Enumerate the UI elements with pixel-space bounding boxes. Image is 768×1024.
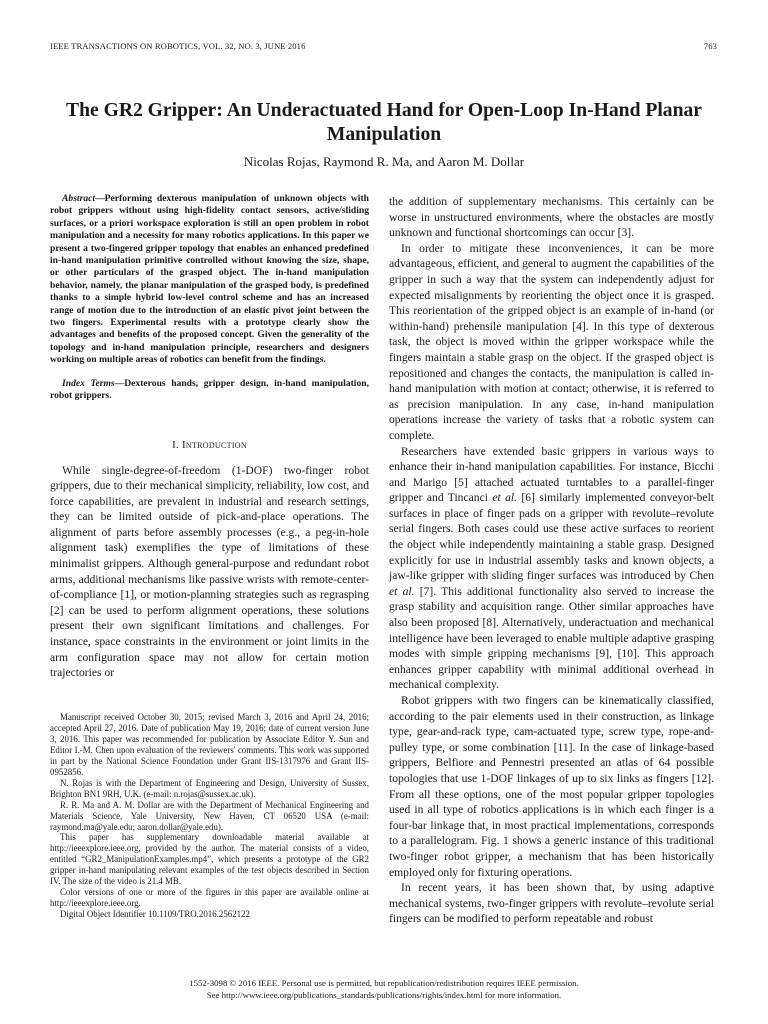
- affiliation-note-rojas: N. Rojas is with the Department of Engineering and Design, University of Sussex, Brighton BN1 9RH, U.K. (e-mail: n.rojas@sussex.ac.uk).: [50, 777, 369, 799]
- author-list: Nicolas Rojas, Raymond R. Ma, and Aaron M. Dollar: [243, 154, 525, 169]
- paper-title: The GR2 Gripper: An Underactuated Hand for Open-Loop In-Hand Planar Manipulation: [66, 100, 702, 145]
- body-text-run: [7]. This additional functionality also served to increase the grasp stability and acquisition range. Other similar approaches have also been proposed [8]. Alternatively, underactuation and mechanical intelligence have been leveraged to enable multiple adaptive grasping modes with simple gripping mechanisms [9], [10]. This approach enhances gripper capability with minimal additional overhead in mechanical complexity.: [389, 584, 714, 692]
- section-title: Introduction: [181, 438, 247, 451]
- right-column: [389, 194, 714, 927]
- rights-link-line: See http://www.ieee.org/publications_standards/publications/rights/index.html for more information.: [206, 990, 562, 1000]
- body-paragraph: In order to mitigate these inconveniences, it can be more advantageous, efficient, and general to augment the capabilities of the gripper in such a way that the system can independently adjust for expected misalignments by reorienting the object once it is grasped. This reorientation of the gripped object is an example of in-hand (or within-hand) prehensile manipulation [4]. In this type of dexterous task, the object is moved within the gripper workspace while the fingers maintain a stable grasp on the object. If the grasped object is repositioned and changes the contacts, the manipulation is called in-hand manipulation with motion at contact; otherwise, it is referred to as precision manipulation. In any case, in-hand manipulation operations increase the variety of tasks that a robotic system can complete.: [389, 241, 714, 442]
- running-header: [50, 41, 717, 53]
- et-al-citation: et al.: [389, 584, 415, 598]
- index-terms-label: Index Terms: [62, 377, 115, 389]
- affiliation-note-ma-dollar: R. R. Ma and A. M. Dollar are with the Department of Mechanical Engineering and Materials Science, Yale University, New Haven, CT 06520 USA (e-mail: raymond.ma@yale.edu; aaron.dollar@yale.edu).: [50, 799, 369, 832]
- first-page-footnotes: [50, 712, 369, 920]
- color-versions-note: Color versions of one or more of the figures in this paper are available online at http://ieeexplore.ieee.org.: [50, 887, 369, 909]
- section-number: I.: [172, 438, 179, 451]
- copyright-line: 1552-3098 © 2016 IEEE. Personal use is permitted, but republication/redistribution requires IEEE permission.: [189, 978, 579, 988]
- left-column: [50, 193, 369, 681]
- et-al-citation: et al.: [492, 491, 518, 505]
- body-paragraph: [389, 444, 714, 694]
- abstract: [50, 193, 369, 367]
- index-terms-text: —Dexterous hands, gripper design, in-hand manipulation, robot grippers.: [50, 377, 369, 402]
- abstract-text: —Performing dexterous manipulation of unknown objects with robot grippers without using high-fidelity contact sensors, active/sliding surfaces, or a priori workspace exploration is still an open problem in robot manipulation and a necessity for many robotics applications. In this paper we present a two-fingered gripper topology that enables an enhanced predefined in-hand manipulation primitive controlled without knowing the size, shape, or other particulars of the grasped object. The in-hand manipulation behavior, namely, the planar manipulation of the grasped body, is predefined thanks to a simple hybrid low-level control scheme and has an increased range of motion due to the introduction of an elastic pivot joint between the two fingers. Experimental results with a prototype clearly show the advantages and benefits of the proposed concept. Given the generality of the topology and in-hand manipulation principle, researchers and designers working on multiple areas of robotics can benefit from the findings.: [50, 193, 369, 366]
- body-paragraph: the addition of supplementary mechanisms. This certainly can be worse in unstructured environments, where the obstacles are mostly unknown and functional shortcomings can occur [3].: [389, 195, 714, 240]
- abstract-label: Abstract: [62, 193, 96, 204]
- body-text-run: [6] similarly implemented conveyor-belt surfaces in place of finger pads on a gripper with revolute–revolute serial fingers. Both cases could use these active surfaces to reorient the object while independently maintaining a stable grasp. Designed explicitly for use in industrial assembly tasks and known objects, a jaw-like gripper with sliding finger surfaces was introduced by Chen: [389, 491, 715, 583]
- body-paragraph: In recent years, it has been shown that, by using adaptive mechanical systems, two-finger grippers with revolute–revolute serial fingers can be modified to perform repeatable and robust: [389, 881, 714, 926]
- section-heading-introduction: [50, 439, 369, 451]
- supplementary-material-note: This paper has supplementary downloadable material available at http://ieeexplore.ieee.org, provided by the author. The material consists of a video, entitled “GR2_ManipulationExamples.mp4”, which presents a prototype of the GR2 gripper in-hand manipulating relevant examples of the test objects described in Section IV. The size of the video is 21.4 MB.: [50, 832, 369, 887]
- copyright-footer: [60, 977, 708, 1001]
- manuscript-note: Manuscript received October 30, 2015; revised March 3, 2016 and April 24, 2016; accepted April 27, 2016. Date of publication May 19, 2016; date of current version June 3, 2016. This paper was recommended for publication by Associate Editor Y. Sun and Editor I.-M. Chen upon evaluation of the reviewers' comments. This work was supported in part by the National Science Foundation under Grant IIS-1317976 and Grant IIS-0952856.: [50, 712, 369, 777]
- index-terms: [50, 378, 369, 403]
- page-number: 763: [703, 41, 717, 51]
- intro-paragraph: While single-degree-of-freedom (1-DOF) two-finger robot grippers, due to their mechanical simplicity, reliability, low cost, and force capabilities, are prevalent in industrial and research settings, they can be limited outside of pick-and-place operations. The alignment of parts before assembly processes (e.g., a peg-in-hole alignment task) exemplifies the type of limitations of these minimalist grippers. Although general-purpose and redundant robot arms, additional mechanisms like passive wrists with remote-center-of-compliance [1], or motion-planning strategies such as regrasping [2] can be used to perform alignment operations, these solutions present their own significant limitations and challenges. For instance, space constraints in the environment or joint limits in the arm configuration space may not allow for certain motion trajectories or: [50, 463, 369, 680]
- body-text-run: Researchers have extended basic grippers in various ways to enhance their in-hand manipulation capabilities. For instance, Bicchi and Marigo [5] attached actuated turntables to a parallel-finger gripper and Tincanci: [389, 444, 714, 505]
- body-paragraph: Robot grippers with two fingers can be kinematically classified, according to the pair elements used in their construction, as linkage type, gear-and-rack type, cam-actuated type, screw type, rope-and-pulley type, or some combination [11]. In the case of linkage-based grippers, Belfiore and Pennestri presented an atlas of 64 possible topologies that use 1-DOF linkages of up to six links as fingers [12]. From all these options, one of the most popular gripper topologies used in all type of robotics applications is in which each finger is a four-bar linkage that, in most practical implementations, corresponds to a parallelogram. Fig. 1 shows a generic instance of this traditional two-finger robot gripper, a mechanism that has been historically employed only for fixturing operations.: [389, 694, 714, 879]
- journal-name: IEEE TRANSACTIONS ON ROBOTICS, VOL. 32, NO. 3, JUNE 2016: [50, 41, 306, 51]
- doi-note: Digital Object Identifier 10.1109/TRO.2016.2562122: [60, 909, 250, 920]
